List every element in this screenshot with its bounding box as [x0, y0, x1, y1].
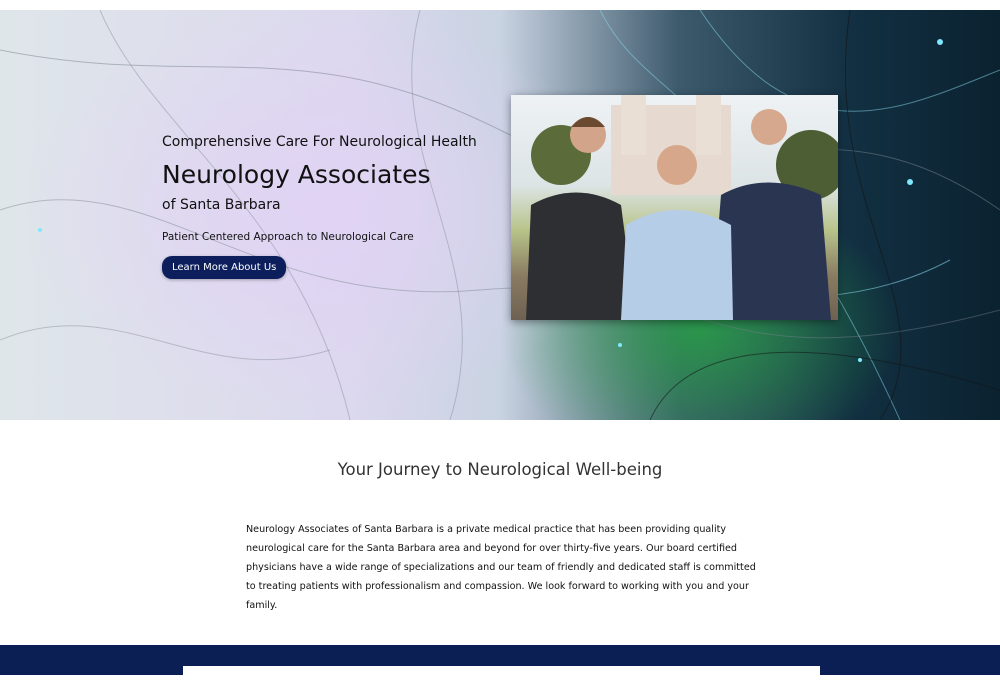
hero-kicker: Comprehensive Care For Neurological Health	[162, 134, 477, 150]
learn-more-button[interactable]: Learn More About Us	[162, 256, 286, 279]
hero-text	[162, 134, 477, 279]
hero-title: Neurology Associates	[162, 160, 431, 189]
neuron-network-background	[0, 10, 1000, 420]
intro-paragraph: Neurology Associates of Santa Barbara is a private medical practice that has been providing quality neurological care for the Santa Barbara area and beyond for over thirty-five years. Our board certified physicians have a wide range of specializations and our team of friendly and dedicated staff is committed to treating patients with professionalism and compassion. We look forward to working with you and your family.	[246, 524, 756, 611]
physicians-photo	[511, 95, 838, 320]
hero-tagline: Patient Centered Approach to Neurological Care	[162, 231, 414, 243]
site-header	[0, 0, 1000, 10]
hero-subtitle: of Santa Barbara	[162, 197, 281, 213]
navy-band	[0, 645, 1000, 675]
hero-banner	[0, 10, 1000, 420]
content-card	[183, 666, 820, 686]
intro-heading: Your Journey to Neurological Well-being	[337, 460, 663, 479]
